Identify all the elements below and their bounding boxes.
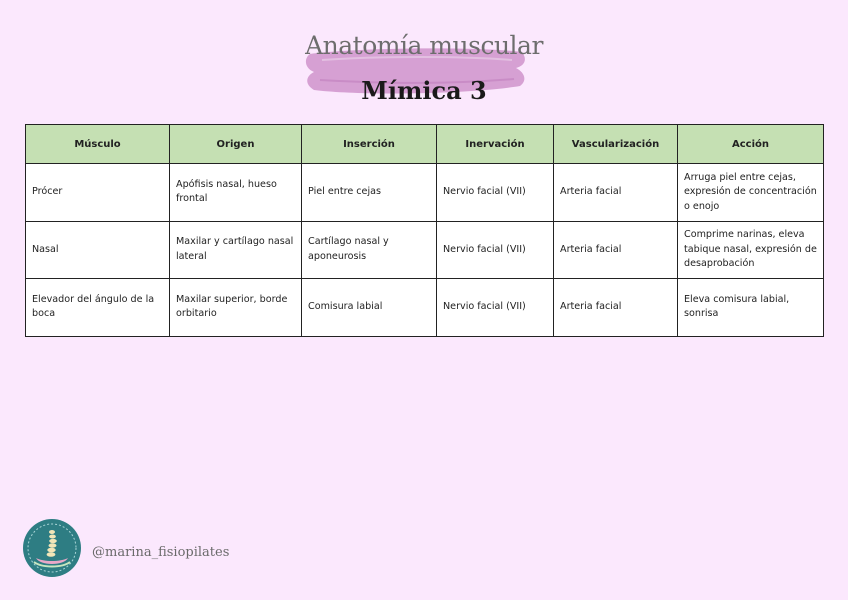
table-row xyxy=(26,221,824,279)
title-block xyxy=(0,22,848,70)
column-header-insercion: Inserción xyxy=(302,125,437,164)
table-cell: Arteria facial xyxy=(554,279,678,337)
column-header-musculo: Músculo xyxy=(26,125,170,164)
table-cell: Arteria facial xyxy=(554,221,678,279)
column-header-accion: Acción xyxy=(678,125,824,164)
table-cell: Nervio facial (VII) xyxy=(437,164,554,222)
table-header-row xyxy=(26,125,824,164)
table-cell: Apófisis nasal, hueso frontal xyxy=(170,164,302,222)
table-cell: Nasal xyxy=(26,221,170,279)
page-title: Anatomía muscular xyxy=(305,31,543,60)
table-cell: Maxilar y cartílago nasal lateral xyxy=(170,221,302,279)
table-cell: Eleva comisura labial, sonrisa xyxy=(678,279,824,337)
table-cell: Comprime narinas, eleva tabique nasal, expresión de desaprobación xyxy=(678,221,824,279)
table-cell: Maxilar superior, borde orbitario xyxy=(170,279,302,337)
column-header-origen: Origen xyxy=(170,125,302,164)
table-cell: Nervio facial (VII) xyxy=(437,221,554,279)
table-cell: Arteria facial xyxy=(554,164,678,222)
table-cell: Cartílago nasal y aponeurosis xyxy=(302,221,437,279)
table-row xyxy=(26,279,824,337)
table-cell: Nervio facial (VII) xyxy=(437,279,554,337)
muscle-table xyxy=(25,124,824,337)
table-cell: Arruga piel entre cejas, expresión de concentración o enojo xyxy=(678,164,824,222)
table-row xyxy=(26,164,824,222)
table-cell: Elevador del ángulo de la boca xyxy=(26,279,170,337)
table-cell: Piel entre cejas xyxy=(302,164,437,222)
spine-logo-icon xyxy=(22,518,82,578)
table-cell: Prócer xyxy=(26,164,170,222)
column-header-vascularizacion: Vascularización xyxy=(554,125,678,164)
social-handle: @marina_fisiopilates xyxy=(92,545,230,560)
column-header-inervacion: Inervación xyxy=(437,125,554,164)
page-subtitle: Mímica 3 xyxy=(361,76,487,105)
table-cell: Comisura labial xyxy=(302,279,437,337)
